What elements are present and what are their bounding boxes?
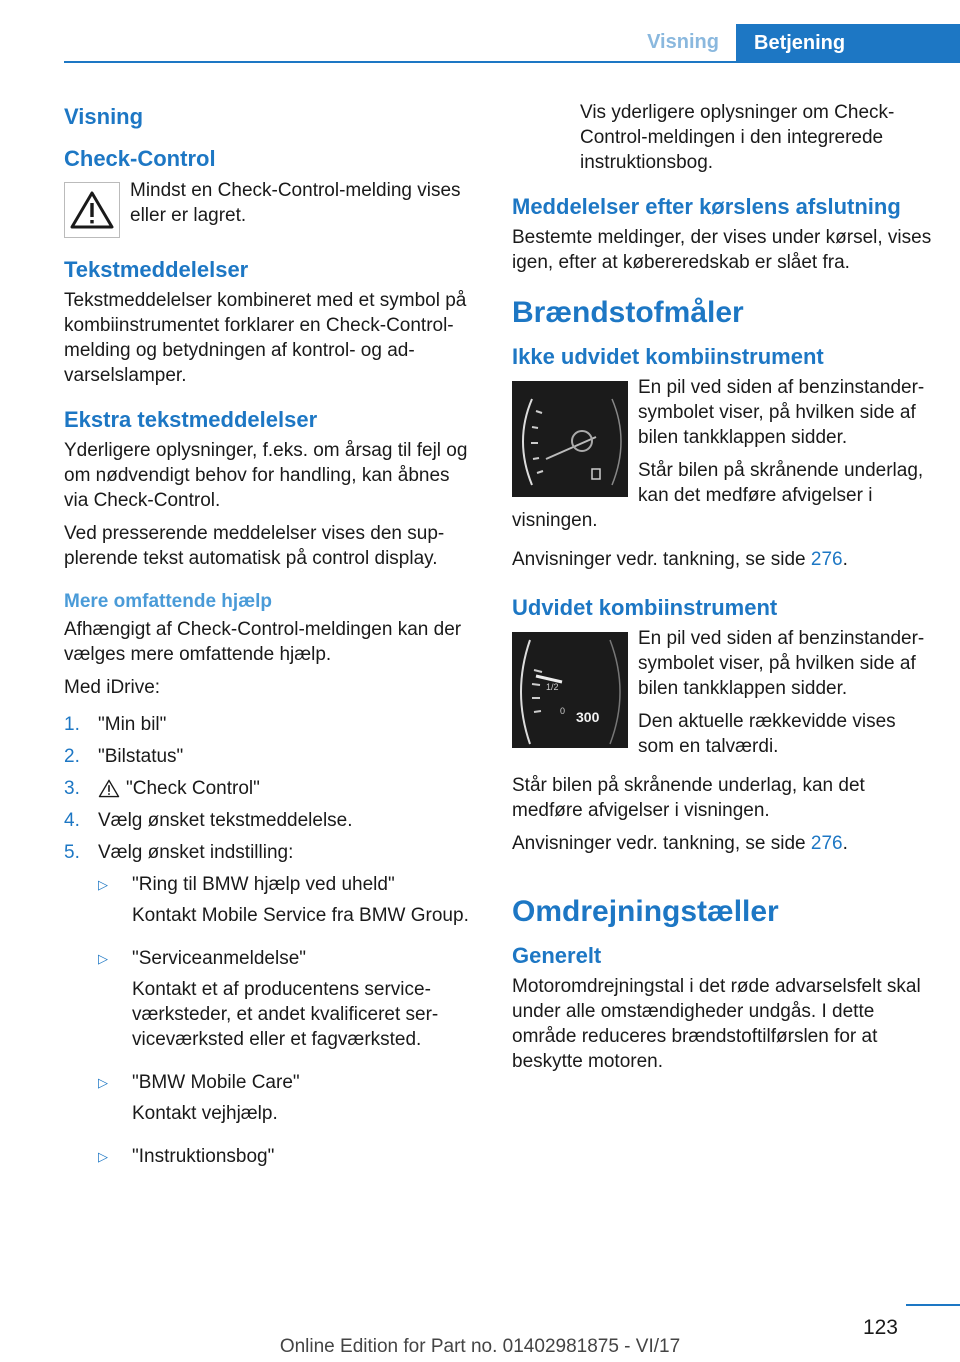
tekstmeddelelser-paragraph: Tekstmeddelelser kombineret med et symbol på kombiinstrumentet forklarer en Check-Control-melding og betydningen af kontrol- og advarselslamper. [64,290,467,386]
footer-rule [906,1304,960,1306]
step-number: 4. [64,810,80,831]
reference-suffix: . [842,833,848,854]
list-item [64,808,470,833]
udvidet-paragraph-1: En pil ved siden af benzinstander-symbolet viser, på hvilken side af bilen tankklappen sidder. [638,628,925,699]
heading-udvidet-kombiinstrument: Udvidet kombiinstrument [512,595,778,620]
ikke-udvidet-paragraph-2: Står bilen på skrånende underlag, kan det medføre afvigelser i visningen. [512,460,924,531]
step-text: "Min bil" [98,714,167,735]
heading-ikke-udvidet-kombiinstrument: Ikke udvidet kombiinstrument [512,344,824,369]
svg-text:1/2: 1/2 [546,682,559,692]
fuel-gauge-image [512,381,628,497]
option-title: "BMW Mobile Care" [132,1072,300,1093]
generelt-paragraph: Motoromdrejningstal i det røde advarselsfelt skal under alle omstændigheder undgås. I dette område reduceres brændstoftilførslen for at beskytte motoren. [512,976,921,1072]
step-text: Vælg ønsket indstilling: [98,842,294,863]
page-number: 123 [862,1316,898,1339]
option-desc: Kontakt vejhjælp. [132,1103,278,1124]
step-text: Vælg ønsket tekstmeddelelse. [98,810,353,831]
list-item [98,946,470,1058]
check-control-text: Mindst en Check-Control-melding vises eller er lagret. [130,180,461,226]
ikke-udvidet-reference [512,547,932,572]
triangle-bullet-icon: ▷ [98,1149,108,1164]
udvidet-reference [512,831,932,856]
reference-suffix: . [842,549,848,570]
list-item [98,872,470,934]
warning-triangle-small-icon [98,779,120,798]
check-control-block [64,178,470,238]
tab-betjening[interactable]: Betjening [736,24,960,63]
left-column [64,100,470,1187]
reference-text: Anvisninger vedr. tankning, se side [512,549,811,570]
list-item [98,1070,470,1132]
page-reference-link[interactable]: 276 [810,833,843,854]
warning-triangle-icon [64,182,120,238]
page-reference-link[interactable]: 276 [810,549,843,570]
list-item [98,1144,470,1175]
step-text: "Check Control" [126,778,260,799]
triangle-bullet-icon: ▷ [98,951,108,966]
edition-footer: Online Edition for Part no. 01402981875 - VI/17 [279,1336,681,1357]
heading-meddelelser-efter-korslens-afslutning: Meddelelser efter kørslens afslutning [512,194,901,219]
ikke-udvidet-paragraph-1: En pil ved siden af benzinstander-symbolet viser, på hvilken side af bilen tankklappen sidder. [638,377,925,448]
udvidet-paragraph-2: Den aktuelle rækkevidde vises som en talværdi. [638,711,896,757]
ekstra-paragraph-2: Ved presserende meddelelser vises den supplerende tekst automatisk på control display. [64,523,445,569]
heading-tekstmeddelelser: Tekstmeddelelser [64,257,249,282]
heading-mere-omfattende-hjaelp: Mere omfattende hjælp [64,591,272,612]
options-list [98,872,470,1175]
step-number: 1. [64,714,80,735]
udvidet-paragraph-3: Står bilen på skrånende underlag, kan det medføre afvigelser i visningen. [512,775,865,821]
right-column [512,100,932,1082]
step-number: 3. [64,778,80,799]
list-item [64,840,470,865]
meddelelser-paragraph: Bestemte meldinger, der vises under kørsel, vises igen, efter at købereredskab er slået fra. [512,227,932,273]
ikke-udvidet-block [512,375,932,541]
triangle-bullet-icon: ▷ [98,877,108,892]
option-title: "Serviceanmeldelse" [132,948,307,969]
svg-text:0: 0 [560,706,566,716]
idrive-steps-list [64,712,470,865]
heading-omdrejningstaeller: Omdrejningstæller [512,895,779,928]
list-item [64,776,470,801]
heading-braendstofmaler: Brændstofmåler [512,296,744,329]
option-title: "Instruktionsbog" [132,1146,275,1167]
ekstra-paragraph-1: Yderligere oplysninger, f.eks. om årsag til fejl og om nødvendigt behov for handling, kan åbnes via Check-Control. [64,440,468,511]
heading-generelt: Generelt [512,943,602,968]
tab-visning[interactable]: Visning [630,24,736,61]
range-value: 300 [576,709,600,725]
fuel-gauge-range-image [512,632,628,748]
mere-paragraph-1: Afhængigt af Check-Control-meldingen kan der vælges mere omfattende hjælp. [64,619,462,665]
reference-text: Anvisninger vedr. tankning, se side [512,833,811,854]
option-title: "Ring til BMW hjælp ved uheld" [132,874,395,895]
step-text: "Bilstatus" [98,746,184,767]
triangle-bullet-icon: ▷ [98,1075,108,1090]
step-number: 5. [64,842,80,863]
step-number: 2. [64,746,80,767]
option-desc: Kontakt et af producentens serviceværksteder, et andet kvalificeret serviceværksted eller et fagværksted. [132,979,439,1050]
heading-check-control: Check-Control [64,146,216,171]
option-desc: Kontakt Mobile Service fra BMW Group. [132,905,469,926]
udvidet-block [512,626,932,767]
instruktionsbog-continuation: Vis yderligere oplysninger om Check-Control-meldingen i den integrerede instruktionsbog. [580,102,895,173]
list-item [64,744,470,769]
section-title-visning: Visning [64,104,144,129]
heading-ekstra-tekstmeddelelser: Ekstra tekstmeddelelser [64,407,318,432]
mere-paragraph-2: Med iDrive: [64,677,161,698]
list-item [64,712,470,737]
